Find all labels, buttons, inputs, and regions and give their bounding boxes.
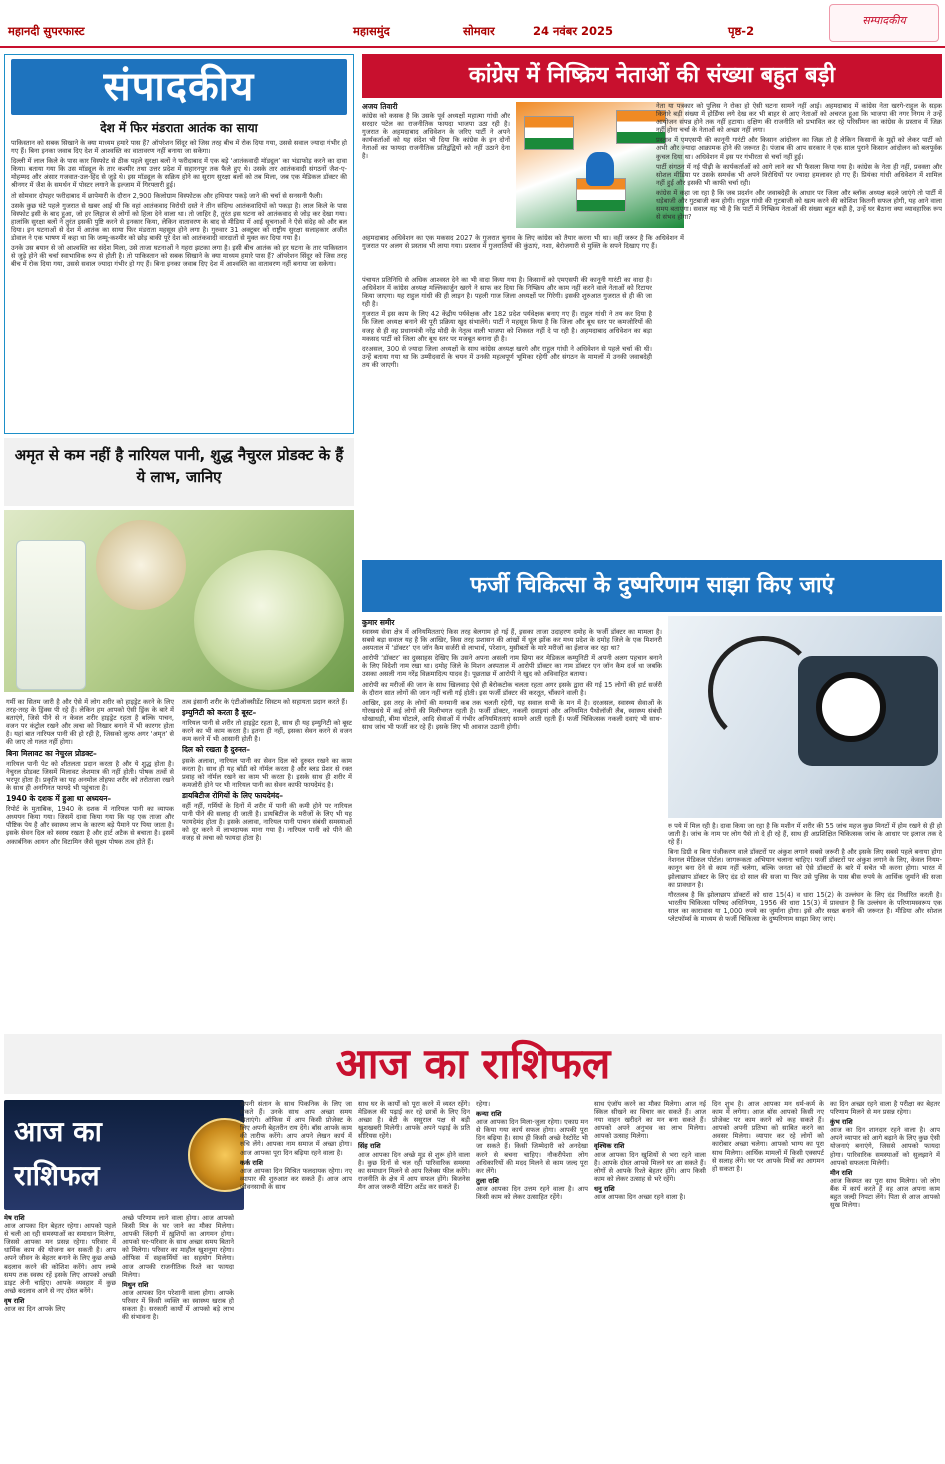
editorial-banner [11, 59, 347, 115]
doctor-para: गौरतलब है कि झोलाछाप डॉक्टरों को धारा 15(4) व धारा 15(2) के उल्लंघन के लिए दंड निर्धारित करती है। भारतीय चिकित्सा परिषद अधिनियम, 1956 की धारा 15(3) में प्रावधान है कि उल्लंघन के परिणामस्वरूप एक साल का कारावास या 1,000 रुपये का जुर्माना होगा। इसे और सख्त बनाने की जरूरत है। मीडिया और सोशल प्लेटफॉर्म्स के माध्यम से फर्जी चिकित्सा के दुष्परिणाम साझा किए जाएं। [668, 890, 942, 924]
horoscope-text: रहेगा। [476, 1100, 491, 1108]
horoscope-text: आज किस्मत का पूरा साथ मिलेगा। जो लोग बैंक में कार्य करते हैं वह आज अपना काम बहुत जल्दी निपटा लेंगे। पिता से आज आपको सुख मिलेगा। [830, 1176, 940, 1210]
hand-symbol [586, 152, 614, 186]
congress-article [362, 54, 942, 554]
doctor-byline: कुमार समीर [362, 618, 395, 627]
zodiac-sign-name: धनु राशि [594, 1184, 615, 1193]
zodiac-sign-name: कुंभ राशि [830, 1118, 853, 1127]
congress-col-1a [362, 112, 510, 240]
zodiac-sign-name: मेष राशि [4, 1214, 25, 1222]
coconut-subhead: 1940 के दशक में हुआ था अध्ययन– [6, 794, 112, 804]
bp-gauge-shape [816, 672, 886, 742]
congress-para: कांग्रेस में कहा जा रहा है कि जब प्रदर्शन और जवाबदेही के आधार पर जिला और ब्लॉक अध्यक्ष बदले जाएंगे तो पार्टी में धड़ेबाजी और गुटबाजी कम होगी। राहुल गांधी की गुटबाजी को खत्म करने की कोशिश कितनी सफल होगी, यह आने वाला समय बताएगा। सवाल यह भी है कि पार्टी में निष्क्रिय नेताओं की संख्या बहुत बड़ी है, उन्हें घर बैठाना क्या व्यावहारिक रूप से संभव होगा? [656, 188, 942, 222]
section-logo: सम्पादकीय [829, 4, 939, 42]
zodiac-sign-name: मिथुन राशि [122, 1280, 149, 1289]
editorial-para: पाकिस्तान को सबक सिखाने के क्या माध्यम हमारे पास हैं? ऑपरेशन सिंदूर को जिस तरह बीच में रोक दिया गया, उससे सवाल ज्यादा गंभीर हो गए हैं। बिना इनका जवाब दिए देश में आश्वस्ति का वातावरण नहीं बनाया जा सकेगा। [11, 139, 347, 156]
zodiac-sign-name: वृष राशि [4, 1296, 25, 1305]
congress-headline: कांग्रेस में निष्क्रिय नेताओं की संख्या बहुत बड़ी [362, 54, 942, 98]
editorial-headline: देश में फिर मंडराता आतंक का साया [100, 121, 258, 135]
doctor-headline: फर्जी चिकित्सा के दुष्परिणाम साझा किए जाएं [362, 560, 942, 612]
zodiac-sign-name: तुला राशि [476, 1176, 499, 1185]
coconut-para: रिपोर्ट के मुताबिक, 1940 के दशक में नारियल पानी का व्यापक अध्ययन किया गया। जिसमें दावा किया गया कि यह एक ताजा और पौष्टिक पेय है और स्वास्थ्य लाभ के कारण बड़े पैमाने पर पिया जाता है। इसके सेवन दिल को स्वस्थ रखता है और हार्ट अटैक से बचाता है। इसमें अकार्बनिक आयन और विटामिन जैसे सूक्ष्म पोषक तत्व होते हैं। [6, 805, 174, 846]
rashifal-graphic [4, 1100, 244, 1210]
horoscope-text: आज आपका दिन मिला-जुला रहेगा। एकाग्र मन से किया गया कार्य सफल होगा। आपकी पूरा दिन बढ़िया है। साथ ही किसी अच्छे रेस्टोरेंट भी जा सकते हैं। किसी जिम्मेदारी को अनदेखा करने से बचना चाहिए। नौकरीपेशा लोग अधिकारियों की मदद मिलने से काम जल्द पूरा कर लेंगे। [476, 1118, 588, 1175]
congress-col-1b [362, 234, 684, 274]
coconut-para: इसके अलावा, नारियल पानी का सेवन दिल को दुरुस्त रखने का काम करता है। साथ ही यह बॉडी को नॉर्मल करता है और ब्लड प्रेशर से रक्त प्रवाह को नॉर्मल रखने का काम भी करता है। इसके साथ ही शरीर में कमजोरी होने पर भी नारियल पानी का सेवन काफी फायदेमंद है। [182, 756, 352, 789]
doctor-para: स्वास्थ्य सेवा क्षेत्र में अनियमितताएं किस तरह बेलगाम हो गई हैं, इसका ताजा उदाहरण दमोह के फर्जी डॉक्टर का मामला है। सबसे बड़ा सवाल यह है कि आखिर, किस तरह प्रशासन की आंखों में धूल झोंक कर मध्य प्रदेश के दमोह जिले के एक मिशनरी अस्पताल में ‘डॉक्टर’ एन जॉन कैम सर्जरी से लाभार्थ, परेशान, मुसीबतों के मारे मरीजों का ईलाज कर रहा था? [362, 628, 662, 653]
coconut-open-shape [96, 520, 186, 610]
zodiac-sign-name: वृश्चिक राशि [594, 1142, 625, 1151]
glass-shape [16, 540, 86, 690]
congress-para: गुजरात में इस काम के लिए 42 केंद्रीय पर्यवेक्षक और 182 प्रदेश पर्यवेक्षक बनाए गए हैं। राहुल गांधी ने तय कर दिया है कि जिला अध्यक्ष बनाने की पूरी प्रक्रिया खुद संभालेंगे। पार्टी ने महसूस किया है कि जिला और बूथ स्तर पर कमजोरियों की वजह से ही वह प्रधानमंत्री नरेंद्र मोदी के नेतृत्व वाली भाजपा को शिकस्त नहीं दे पा रही है। अहमदाबाद अधिवेशन का बड़ा मकसद पार्टी को जिला और बूथ स्तर पर मजबूत बनाना ही है। [362, 310, 652, 343]
rashifal-col-4 [358, 1100, 470, 1460]
editorial-para: उसके कुछ घंटे पहले गुजरात से खबर आई थी कि वहां आतंकवाद विरोधी दस्ते ने तीन संदिग्ध आतंकवादियों को पकड़ा है। लाल किले के पास विस्फोट इसी के बाद हुआ, जो हर लिहाज से लोगों को हिला देने वाला था। तो जाहिर है, तुरंत इस घटना को आतंकवाद से जोड़ कर देखा गया। हालांकि सुरक्षा बलों ने तुरंत इसकी पुष्टि करने से इनकार किया, लेकिन वातावरण के बाद से मीडिया में आई सूचनाओं ने ऐसे संदेह को और बल दिया। इन घटनाओं से देश में आतंक का साया फिर मंडराता महसूस होने लगा है। गुरुवार 31 अक्टूबर को राष्ट्रीय सुरक्षा सलाहकार अजीत डोवाल ने एक भाषण में कहा था कि जम्मू-कश्मीर को छोड़ बाकी पूरे देश को आतंकवादी वारदातों से मुक्त कर दिया गया है। [11, 201, 347, 243]
editorial-para: तो सोमवार दोपहर फरीदाबाद में छापेमारी के दौरान 2,900 किलोग्राम विस्फोटक और हथियार पकड़े जाने की चर्चा से सनसनी फैली। [11, 191, 323, 200]
doctor-para: आरोपी ‘डॉक्टर’ का दुस्साहस देखिए कि उसने अपना असली नाम छिपा कर मेडिकल कम्युनिटी में अपनी अलग पहचान बनाने के लिए विदेशी नाम रखा था। दमोह जिले के मिशन अस्पताल में आरोपी डॉक्टर का नाम डॉक्टर एन जॉन कैम दर्ज था जबकि उसका असली नाम नरेंद्र विक्रमादित्य यादव है। पूछताछ में आरोपी ने खुद को अविवाहित बताया। [362, 654, 662, 679]
doctor-para: रु पये में मिल रही है। दावा किया जा रहा है कि मशीन में शरीर की 55 जांच महज कुछ मिनटों में होम रखने से ही हो जाती है। जांच के नाम पर लोग पैसे तो दे ही रहे हैं, साथ ही अप्रशिक्षित चिकित्सक जांच के आधार पर इलाज तक दे रहे हैं। [668, 822, 942, 847]
rashifal-graphic-line-1: आज का [14, 1115, 102, 1148]
horoscope-text: आज आपका दिन खुशियों से भरा रहने वाला है। आपके दोस्त आपसे मिलने घर आ सकते हैं। लोगों से आपके रिश्ते बेहतर होंगे। आप किसी काम को लेकर उत्साह से भरे रहेंगे। [594, 1150, 706, 1183]
horoscope-text: साथ घर के कार्यों को पूरा करने में व्यस्त रहेंगे। मेडिकल की पढ़ाई कर रहे छात्रों के लिए दिन अच्छा है। बेटी के ससुराल पक्ष से बड़ी खुशखबरी मिलेगी। आपके अपने पढ़ाई के प्रति सीरियस रहेंगे। [358, 1100, 470, 1141]
congress-byline: अजय तिवारी [362, 102, 398, 111]
coconut-photo [4, 510, 354, 692]
rashifal-col-3 [240, 1100, 352, 1460]
blood-pressure-photo [668, 616, 942, 818]
horoscope-text: आज का दिन आपके लिए [4, 1305, 66, 1314]
horoscope-text: दिन शुभ है। आज आपका मन धर्म-कर्म के काम में लगेगा। आज बॉस आपको किसी नए प्रोजेक्ट पर काम करने को कह सकते हैं। आपको अपनी प्रतिभा को साबित करने का अवसर मिलेगा। व्यापार कर रहे लोगों को कारोबार अच्छा चलेगा। आपको भाग्य का पूरा साथ मिलेगा। आर्थिक मामलों में किसी एक्सपर्ट से सलाह लेंगे। घर पर आपके मित्रों का आगमन हो सकता है। [712, 1100, 824, 1173]
horoscope-text: अपनी संतान के साथ पिकनिक के लिए जा सकते हैं। उनके साथ आप अच्छा समय बिताएंगे। ऑफिस में आप किसी प्रोजेक्ट के लिए अपनी बेहतरीन राय देंगे। बॉस आपके काम की तारीफ करेंगे। आप अपने लेखन कार्य में रुचि लेंगे। आपका नाम समाज में अच्छा होगा। आज आपका पूरा दिन बढ़िया रहने वाला है। [240, 1100, 352, 1157]
coconut-col-2 [182, 698, 352, 1030]
editorial-banner-text: संपादकीय [103, 64, 255, 110]
coconut-article [4, 438, 354, 1030]
day-name: सोमवार [463, 24, 495, 38]
rashifal-headline: आज का राशिफल [4, 1034, 942, 1094]
coconut-para: नारियल पानी पेट को शीतलता प्रदान करता है और ये शुद्ध होता है। नेचुरल प्रोडक्ट जिसमें मिलावट लेशमात्र की नहीं होती। पोषक तत्वों से भरपूर होता है। प्रकृति का यह अनमोल तोहफा शरीर को तरोताजा रखने के साथ ही अनगिनत फायदे भी पहुंचाता है। [6, 759, 174, 792]
coconut-subhead: बिना मिलावट का नेचुरल प्रोडक्ट– [6, 748, 97, 758]
zodiac-sign-name: कन्या राशि [476, 1110, 502, 1119]
coconut-para: नारियल पानी से शरीर तो हाइड्रेट रहता है, साथ ही यह इम्युनिटी को बूस्ट करने का भी काम करता है। इतना ही नहीं, इसका सेवन करने से वजन कम करने में भी आसानी होती है। [182, 719, 352, 744]
horoscope-text: आज आपका दिन उत्तम रहने वाला है। आप किसी काम को लेकर उत्साहित रहेंगे। [476, 1184, 588, 1202]
horoscope-text: आज आपका दिन मिश्रित फलदायक रहेगा। नए व्यापार की शुरुआत कर सकते हैं। आज आप जीवनसाथी के साथ [240, 1166, 352, 1191]
congress-para: कांग्रेस को कसक है कि उसके पूर्व अध्यक्षों महात्मा गांधी और सरदार पटेल का राजनीतिक फायदा भाजपा उठा रही है। गुजरात के अहमदाबाद अधिवेशन के जरिए पार्टी ने अपने कार्यकर्ताओं को यह संदेश भी दिया कि कांग्रेस के इन दोनों नेताओं का फायदा राजनीतिक प्रतिद्वंद्वियों को नहीं उठाने देना है। [362, 112, 510, 161]
congress-para: दरअसल, 300 से ज्यादा जिला अध्यक्षों के साथ कांग्रेस अध्यक्ष खरगे और राहुल गांधी ने अधिवेशन से पहले चर्चा की थी। उन्हें बताया गया था कि उम्मीदवारों के चयन में उनकी महत्वपूर्ण भूमिका रहेगी और संगठन के मामलों में उनकी जवाबदेही तय की जाएगी। [362, 344, 652, 369]
congress-para: नेता या पत्रकार को पुलिस ने रोका हो ऐसी घटना सामने नहीं आई। अहमदाबाद में कांग्रेस नेता खरगे-राहुल के सड़क किनारे बड़ी संख्या में होर्डिंग्स लगे देख कर भी बाहर से आए नेताओं को अचरज हुआ कि भाजपा की नगर निगम ने उन्हें आयोजन संपन्न होने तक नहीं हटाया। दक्षिण की राजनीति को प्रभावित कर रहे परिसीमन का कांग्रेस के प्रस्ताव में जिक्र नहीं होना चर्चा के नेताओं को अच्छा नहीं लगा। [656, 102, 942, 135]
rashifal-col-1 [4, 1214, 116, 1460]
flag-shape [524, 116, 574, 150]
coconut-shape [194, 550, 344, 690]
coconut-col-1 [6, 698, 174, 1030]
coconut-para: तत्व इंसानी शरीर के एंटीऑक्सीडेंट सिस्टम को सहायता प्रदान करते हैं। [182, 698, 348, 706]
horoscope-text: आज आपका दिन अच्छे मूड से शुरू होने वाला है। कुछ दिनों से चल रही पारिवारिक समस्या का समाधान मिलने से आप रिलेक्स फील करेंगे। राजनीति के क्षेत्र में आप सफल होंगे। बिजनेस मैन आज जरूरी मीटिंग अटेंड कर सकते हैं। [358, 1150, 470, 1191]
zodiac-wheel-icon [188, 1118, 244, 1192]
zodiac-sign-name: कर्क राशि [240, 1158, 264, 1167]
congress-para: अहमदाबाद अधिवेशन का एक मकसद 2027 के गुजरात चुनाव के लिए कांग्रेस को तैयार करना भी था। वहीं जरूर है कि अधिवेशन में गुजरात पर अलग से प्रस्ताव भी लाया गया। प्रस्ताव में गुजरातियों की कुंठाएं, नशा, बेरोजगारी से मुक्ति के सपने दिखाए गए हैं। [362, 234, 684, 251]
doctor-para: आखिर, इस तरह के लोगों की मनमानी कब तक चलती रहेगी, यह सवाल सभी के मन में है। दरअसल, स्वास्थ्य सेवाओं के गोरखधंधे में कई लोगों की मिलीभगत रहती है। फर्जी डॉक्टर, नकली दवाइयां और अनियमित पैथोलॉजी लैब, स्वास्थ्य संबंधी धोखाधड़ी, बीमा घोटाले, आदि सेवाओं में गंभीर अनियमितताएं सामने आती रहती हैं। फर्जी चिकित्सक नकली दवाएं भी साथ-साथ जांच भी फर्जी कर रहे हैं। इसके लिए भी आवाज उठानी होगी। [362, 698, 662, 732]
paper-name: महानदी सुपरफास्ट [8, 24, 85, 38]
header-strip [8, 22, 788, 42]
horoscope-text: का दिन अच्छा रहने वाला है परीक्षा का बेहतर परिणाम मिलने से मन प्रसन्न रहेगा। [830, 1100, 940, 1117]
congress-col-3 [656, 102, 942, 552]
issue-date: 24 नवंबर 2025 [533, 24, 614, 38]
city-name: महासमुंद [353, 24, 390, 38]
zodiac-sign-name: सिंह राशि [358, 1142, 381, 1151]
congress-para: पंचायत प्रतिनिधि से अधिक आश्वस्त देने का भी वादा किया गया है। किसानों को एमएसपी की कानूनी गारंटी का वादा है। अधिवेशन में कांग्रेस अध्यक्ष मल्लिकार्जुन खरगे ने साफ कर दिया कि निष्क्रिय और काम नहीं करने वाले नेताओं को रिटायर किया जाएगा। यह राहुल गांधी की ही लाइन है। पहली गाज जिला अध्यक्षों पर गिरेगी। इसकी शुरुआत गुजरात से ही की जा रही है। [362, 276, 652, 309]
page-number: पृष्ठ-2 [728, 24, 755, 38]
horoscope-text: अच्छे परिणाम लाने वाला होगा। आज आपको किसी मित्र के घर जाने का मौका मिलेगा। आपकी जिंदगी में ख़ुशियों का आगमन होगा। आपको घर-परिवार के साथ अच्छा समय बिताने को मिलेगा। परिवार का माहौल खुशनुमा रहेगा। ऑफिस में सहकर्मियों का सहयोग मिलेगा। आज आपकी राजनीतिक रिश्ते का फायदा मिलेगा। [122, 1214, 234, 1279]
rashifal-col-7 [712, 1100, 824, 1460]
horoscope-text: आज का दिन शानदार रहने वाला है। आप अपने व्यापार को आगे बढ़ाने के लिए कुछ ऐसी योजनाएं बनाएंगे, जिससे आपको फायदा होगा। पारिवारिक समस्याओं को सुलझाने में आपको सफलता मिलेगी। [830, 1126, 940, 1167]
rashifal-col-8 [830, 1100, 940, 1460]
rashifal-graphic-line-2: राशिफल [14, 1159, 100, 1192]
editorial-para: दिल्ली में लाल किले के पास कार विस्फोट से ठीक पहले सुरक्षा बलों ने फरीदाबाद में एक बड़े ‘आतंकवादी मॉड्यूल’ का भंडाफोड़ करने का दावा किया। बताया गया कि उस मॉड्यूल के तार कश्मीर तथा उत्तर प्रदेश में सहारनपुर तक फैले हुए थे। उसके तार आतंकवादी संगठनों जैश-ए-मोहम्मद और अंसार गजवात-उल-हिंद से जुड़े थे। इस मॉड्यूल के सक्रिय होने का सुराग सुरक्षा बलों को तब मिला, जब एक मेडिकल डॉक्टर की श्रीनगर में जैश के समर्थन में पोस्टर लगाने के इल्जाम में गिरफ्तारी हुई। [11, 157, 347, 190]
coconut-subhead: इम्युनिटी को करता है बूस्ट– [182, 708, 257, 718]
congress-para: प्रस्ताव में एमएसपी की कानूनी गारंटी और किसान आंदोलन का जिक्र तो है लेकिन किसानों के मुद्दों को लेकर पार्टी को अभी और ज्यादा आक्रामक होने की जरूरत है। पंजाब की आप सरकार ने एक साल पुराने किसान आंदोलन को बलपूर्वक कुचल दिया था। अधिवेशन में इस पर गंभीरता से चर्चा नहीं हुई। [656, 136, 942, 161]
editorial-box [4, 54, 354, 434]
zodiac-sign-name: मीन राशि [830, 1168, 853, 1177]
rashifal-col-6 [594, 1100, 706, 1460]
doctor-article [362, 560, 942, 1030]
editorial-body [11, 139, 347, 429]
congress-para: पार्टी संगठन में नई पीढ़ी के कार्यकर्ताओं को आगे लाने का भी फैसला किया गया है। कांग्रेस के नेता ही नहीं, प्रवक्ता और सोशल मीडिया पर उसके समर्थक भी अपने विरोधियों पर ज्यादा हमलावर हो गए हैं। प्रियंका गांधी अधिवेशन में शामिल नहीं हुईं और इसकी भी काफी चर्चा रही। [656, 162, 942, 187]
page-header [0, 0, 945, 48]
doctor-col-1 [362, 628, 662, 1028]
congress-col-2 [362, 276, 652, 552]
doctor-col-2 [668, 822, 942, 1028]
horoscope-text: आज आपका दिन परेशानी वाला होगा। आपके परिवार में किसी व्यक्ति का स्वास्थ्य खराब हो सकता है। सरकारी कार्यों में आपको बड़े लाभ की संभावना है। [122, 1288, 234, 1322]
coconut-para: गर्मी का सितम जारी है और ऐसे में लोग शरीर को हाइड्रेट करने के लिए तरह-तरह के ड्रिंक्स पी रहे हैं। लेकिन हम आपको ऐसी ड्रिंक के बारे में बताएंगे, जिसे पीने से न केवल शरीर हाइड्रेट रहता है बल्कि पाचन, वजन पर कंट्रोल रखने और त्वचा को निखार बनाने में भी कारगर होता है। यहां बात नारियल पानी की हो रही है, जिसको लुत्फ अगर ‘अमृत’ से की जाए तो गलत नहीं होगा। [6, 698, 174, 747]
coconut-subhead: डायबिटीज रोगियों के लिए फायदेमंद– [182, 790, 283, 800]
doctor-para: बिना डिग्री व बिना पंजीकरण वाले डॉक्टरों पर अंकुश लगाने सबसे जरूरी है और इसके लिए सबसे पहले बनाया होगा नेशनल मेडिकल पोर्टल। जागरूकता अभियान चलाना चाहिए। फर्जी डॉक्टरों पर अंकुश लगाने के लिए, केवल नियम-कानून बना देने से काम नहीं चलेगा, बल्कि जनता को ऐसे डॉक्टरों के बारे में सचेत भी करना होगा। भारत में झोलाछाप डॉक्टर के लिए दंड दो साल की सजा या फिर उसे पुलिस के पास बीस रुपये के आर्थिक जुर्माने की सजा का प्रावधान है। [668, 848, 942, 889]
rashifal-col-5 [476, 1100, 588, 1460]
coconut-headline: अमृत से कम नहीं है नारियल पानी, शुद्ध नैचुरल प्रोडक्ट के हैं ये लाभ, जानिए [4, 438, 354, 506]
horoscope-text: आज आपका दिन अच्छा रहने वाला है। [594, 1193, 686, 1202]
horoscope-text: आज आपका दिन बेहतर रहेगा। आपको पहले से चली आ रही समस्याओं का समाधान मिलेगा, जिससे आपका मन प्रसन्न रहेगा। परिवार में धार्मिक काम की योजना बन सकती है। आप अपने जीवन के बेहतर बनाने के लिए कुछ अच्छे बदलाव करने की कोशिश करेंगे। आप लम्बे समय तक स्वस्थ रहें इसके लिए आपको अच्छी डाइट लेनी चाहिए। आपके व्यवहार में कुछ अच्छे बदलाव आने से नए दोस्त बनेंगे। [4, 1222, 116, 1295]
coconut-subhead: दिल को रखता है दुरुस्त– [182, 745, 250, 755]
horoscope-text: साथ एंजॉय करने का मौका मिलेगा। आज नई स्किल सीखने का विचार कर सकते हैं। आज नया वाहन खरीदने का मन बना सकते हैं। आपको अपने अनुभव का लाभ मिलेगा। आपको उत्साह मिलेगा। [594, 1100, 706, 1141]
doctor-para: आरोपी का मरीजों की जान के साथ खिलवाड़ ऐसे ही बेरोकटोक चलता रहता अगर इसके द्वारा की गई 15 लोगों की हार्ट सर्जरी के दौरान सात लोगों की जान नहीं चली गई होती। इस फर्जी डॉक्टर की करतूत, चौंकाने वाली है। [362, 680, 662, 697]
rashifal-col-2 [122, 1214, 234, 1460]
coconut-para: वहीं नहीं, गर्मियों के दिनों में शरीर में पानी की कमी होने पर नारियल पानी पीने की सलाह दी जाती है। डायबिटीज के मरीजों के लिए भी यह फायदेमंद होता है। इसके अलावा, नारियल पानी पाचन संबंधी समस्याओं को दूर करने में लाभदायक माना गया है। नारियल पानी को पीने की वजह से त्वचा को फायदा होता है। [182, 802, 352, 843]
editorial-para: उनके उस बयान से जो आश्वस्ति का संदेश मिला, उसे ताजा घटनाओं ने गहरा झटका लगा है। इसी बीच आतंक को हर घटना के तार पाकिस्तान से जुड़े होने की चर्चा स्वाभाविक रूप से होती है। तो पाकिस्तान को सबक सिखाने के क्या माध्यम हमारे पास हैं? ऑपरेशन सिंदूर को जिस तरह बीच में रोक दिया गया, उससे सवाल ज्यादा गंभीर हो गए हैं। बिना इनका जवाब दिए देश में आश्वस्ति का वातावरण नहीं बनाया जा सकेगा। [11, 244, 347, 269]
